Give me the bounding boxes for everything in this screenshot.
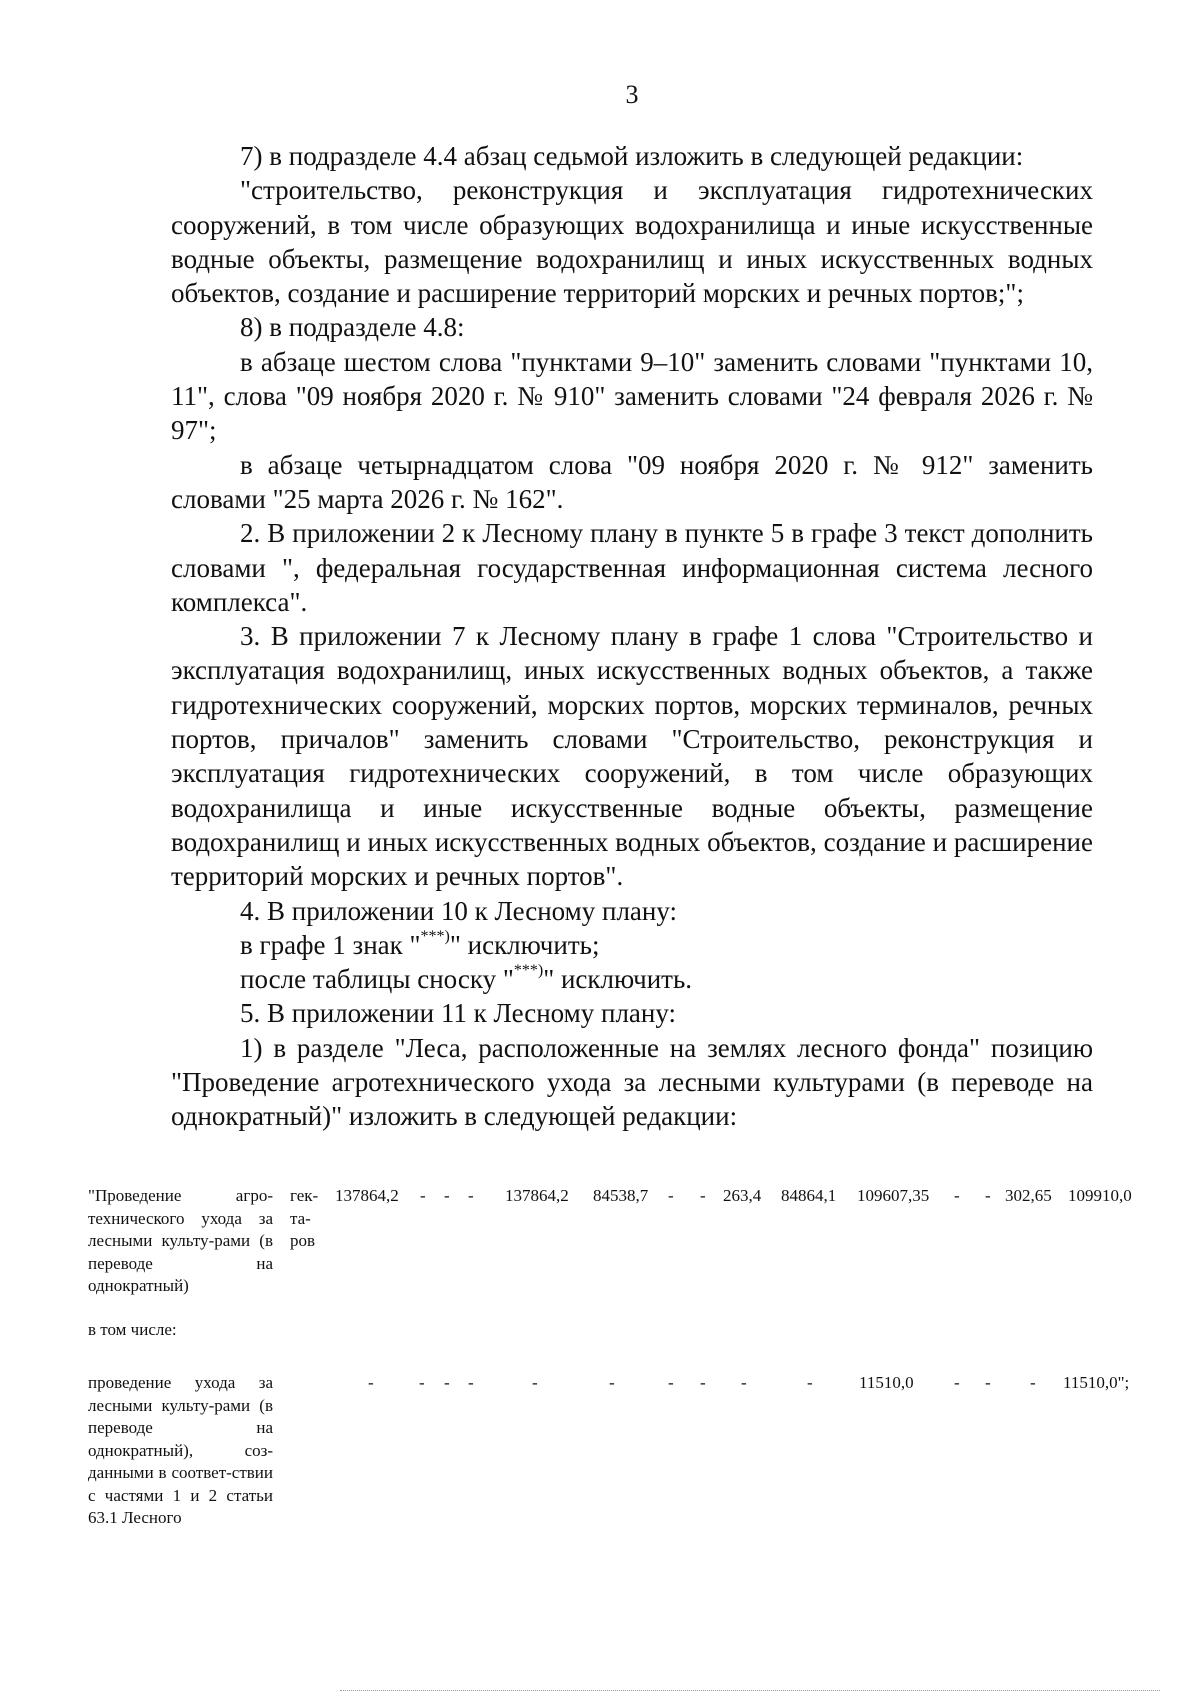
- footnote-superscript: ***): [513, 962, 544, 980]
- sign-text-post: " исключить;: [449, 929, 600, 960]
- table-row1-cell-2: -: [420, 1186, 426, 1205]
- table-row2-cell-13: -: [985, 1373, 991, 1392]
- table-row1-cell-4: -: [468, 1186, 474, 1205]
- paragraph-sign: [171, 928, 1093, 962]
- paragraph-8: 4. В приложении 10 к Лесному плану:: [240, 895, 677, 926]
- table-row2-cell-6: -: [609, 1373, 615, 1392]
- table-row2-cell-14: -: [1030, 1373, 1036, 1392]
- table-row1-cell-6: 84538,7: [593, 1186, 649, 1205]
- table-row2-cell-10: -: [807, 1373, 813, 1392]
- table-row2-cell-7: -: [668, 1373, 674, 1392]
- table-row2-cell-15: 11510,0";: [1063, 1373, 1130, 1392]
- table-row1-cell-8: -: [700, 1186, 706, 1205]
- table-row1-unit: гек-та-ров: [290, 1186, 319, 1250]
- paragraph-10: 1) в разделе "Леса, расположенные на землях лесного фонда" позицию "Проведение агротехнического ухода за лесными культурами (в переводе на однократный)" изложить в следующей редакции:: [171, 1032, 1093, 1132]
- table-row1-cell-3: -: [444, 1186, 450, 1205]
- table-row1-label: "Проведение агро-технического ухода за лесными культу-рами (в переводе на однократный): [88, 1186, 273, 1295]
- table-row2-cell-1: -: [368, 1373, 374, 1392]
- paragraph-2: "строительство, реконструкция и эксплуатация гидротехнических сооружений, в том числе образующих водохранилища и иные искусственные водные объекты, размещение водохранилищ и иных искусственных водных объектов, создание и расширение территорий морских и речных портов;";: [171, 175, 1093, 309]
- paragraph-6: 2. В приложении 2 к Лесному плану в пункте 5 в графе 3 текст дополнить словами ", федеральная государственная информационная система лесного комплекса".: [171, 518, 1093, 617]
- scan-edge-noise: [340, 1690, 1160, 1695]
- footnote-text-pre: после таблицы сноску ": [240, 964, 514, 995]
- table-row1-cell-15: 109910,0: [1068, 1186, 1132, 1205]
- table-row1-cell-1: 137864,2: [335, 1186, 399, 1205]
- page-number: 3: [625, 80, 639, 109]
- sign-superscript: ***): [420, 927, 450, 945]
- table-row2-cell-12: -: [954, 1373, 960, 1392]
- table-row1-cell-7: -: [668, 1186, 674, 1205]
- table-row1-cell-10: 84864,1: [781, 1186, 837, 1205]
- table-row2-cell-11: 11510,0: [859, 1373, 914, 1392]
- table-row2-cell-4: -: [468, 1373, 474, 1392]
- table-row2-cell-8: -: [700, 1373, 706, 1392]
- paragraph-4: в абзаце шестом слова "пунктами 9–10" заменить словами "пунктами 10, 11", слова "09 ноября 2020 г. № 910" заменить словами "24 февраля 2026 г. № 97";: [171, 346, 1093, 446]
- table-row2-cell-9: -: [741, 1373, 747, 1392]
- table-row2-label: проведение ухода за лесными культу-рами (в переводе на однократный), соз-данными в соответ-ствии с частями 1 и 2 статьи 63.1 Лесного: [88, 1373, 273, 1527]
- sign-text-pre: в графе 1 знак ": [240, 929, 421, 960]
- table-row1-cell-14: 302,65: [1005, 1186, 1052, 1205]
- table-row1-cell-12: -: [954, 1186, 960, 1205]
- table-including-label: в том числе:: [88, 1320, 177, 1339]
- footnote-text-post: " исключить.: [543, 964, 693, 995]
- table-row1-cell-11: 109607,35: [857, 1186, 930, 1205]
- paragraph-footnote: [171, 962, 1093, 996]
- paragraph-5: в абзаце четырнадцатом слова "09 ноября 2020 г. № 912" заменить словами "25 марта 2026 г. № 162".: [171, 449, 1093, 514]
- table-row1-cell-13: -: [985, 1186, 991, 1205]
- paragraph-9: 5. В приложении 11 к Лесному плану:: [240, 998, 676, 1029]
- document-body: [171, 139, 1093, 1134]
- paragraph-3: 8) в подразделе 4.8:: [240, 312, 465, 343]
- paragraph-7: 3. В приложении 7 к Лесному плану в графе 1 слова "Строительство и эксплуатация водохранилищ, иных искусственных водных объектов, а также гидротехнических сооружений, морских портов, морских терминалов, речных портов, причалов" заменить словами "Строительство, реконструкция и эксплуатация гидротехнических сооружений, в том числе образующих водохранилища и иные искусственные водные объекты, размещение водохранилищ и иных искусственных водных объектов, создание и расширение территорий морских и речных портов".: [171, 621, 1093, 892]
- paragraph-1: 7) в подразделе 4.4 абзац седьмой изложить в следующей редакции:: [240, 141, 1024, 171]
- table-row2-cell-2: -: [419, 1373, 425, 1392]
- table-row2-cell-5: -: [532, 1373, 538, 1392]
- table-row2-cell-3: -: [444, 1373, 450, 1392]
- table-row1-cell-5: 137864,2: [505, 1186, 569, 1205]
- table-row1-cell-9: 263,4: [723, 1186, 762, 1205]
